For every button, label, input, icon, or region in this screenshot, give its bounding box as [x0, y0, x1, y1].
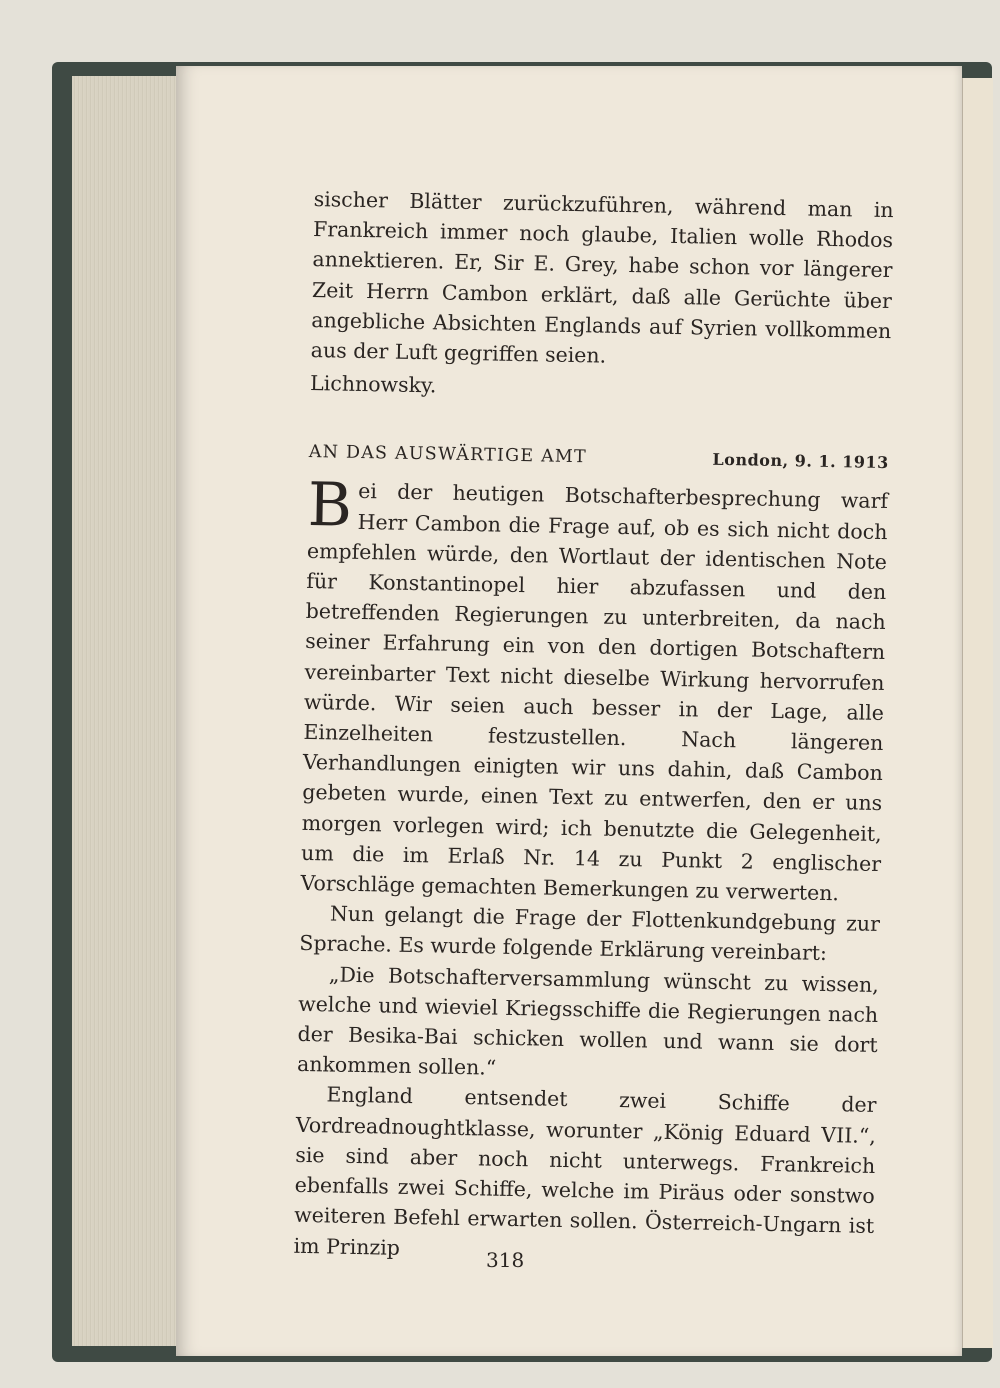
page-text: [293, 184, 894, 1272]
opening-paragraph: sischer Blätter zurückzuführen, während man in Frankreich immer noch glaube, Italien wolle Rhodos annektieren. Er, Sir E. Grey, habe schon vor längerer Zeit Herrn Cambon erklärt, daß alle Gerüchte über angebliche Absichten Englands auf Syrien vollkommen aus der Luft gegriffen seien.: [310, 186, 894, 368]
page-number: 318: [486, 1248, 525, 1272]
paragraph-1: [300, 470, 889, 909]
signature: Lichnowsky.: [309, 371, 437, 398]
letter-heading: [309, 437, 889, 478]
paragraph-1-text: ei der heutigen Botschafterbesprechung warf Herr Cambon die Frage auf, ob es sich nicht doch empfehlen würde, den Wortlaut der identischen Note für Konstantinopel hier abzufassen und den betreffenden Regierungen zu unterbreiten, da nach seiner Erfahrung ein von den dortigen Botschaftern vereinbarter Text nicht dieselbe Wirkung hervorrufen würde. Wir seien auch besser in der Lage, alle Einzelheiten festzustellen. Nach längeren Verhandlungen einigten wir uns dahin, daß Cambon gebeten wurde, einen Text zu entwerfen, den er uns morgen vorlegen wird; ich benutzte die Gelegenheit, um die im Erlaß Nr. 14 zu Punkt 2 englischer Vorschläge gemachten Bemerkungen zu verwerten.: [300, 479, 889, 906]
next-page-edge: [962, 78, 993, 1348]
place-date: London, 9. 1. 1913: [712, 449, 889, 473]
paragraph-2: Nun gelangt die Frage der Flottenkundgebung zur Sprache. Es wurde folgende Erklärung vereinbart:: [299, 901, 881, 966]
addressee: AN DAS AUSWÄRTIGE AMT: [308, 442, 588, 468]
book-page: [176, 66, 962, 1356]
paragraph-4: England entsendet zwei Schiffe der Vordreadnoughtklasse, worunter „König Eduard VII.“, sie sind aber noch nicht unterwegs. Frankreich ebenfalls zwei Schiffe, welche im Piräus oder sonstwo weiteren Befehl erwarten sollen. Österreich-Ungarn ist im Prinzip: [293, 1082, 877, 1260]
drop-cap: B: [307, 470, 353, 542]
paragraph-3: „Die Botschafterversammlung wünscht zu wissen, welche und wieviel Kriegsschiffe die Regierungen nach der Besika-Bai schicken wollen und wann sie dort ankommen sollen.“: [296, 962, 879, 1080]
page-edges: [72, 76, 192, 1346]
